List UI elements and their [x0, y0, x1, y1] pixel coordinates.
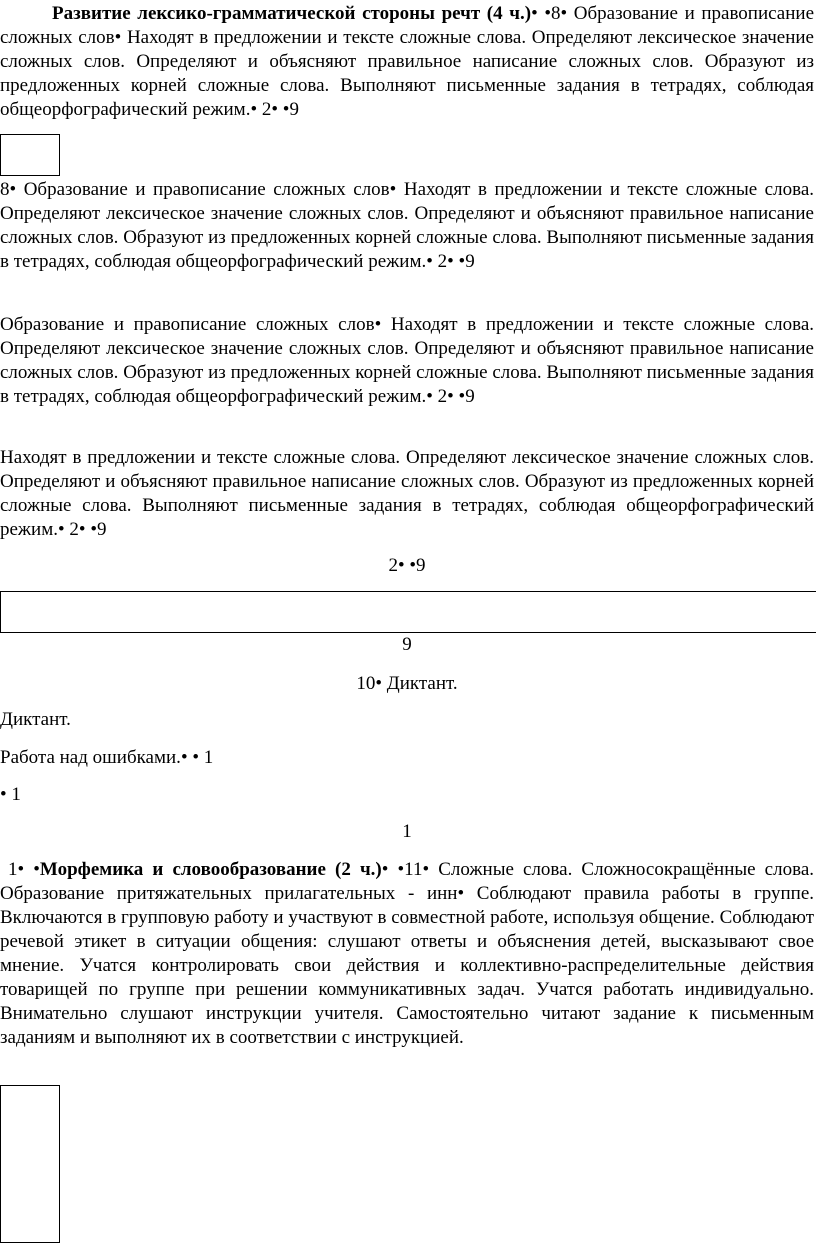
activity-description: Соблюдают правила работы в группе. Включаются в групповую работу и участвуют в совместной работе, используя общение. Соблюдают речевой этикет в ситуации общения: слушают ответы и объяснения детей, высказывают свое мнение. Учатся контролировать свои действия и коллективно-распределительные действия товарищей по группе при решении коммуникативных задач. Учатся работать индивидуально. Внимательно слушают инструкции учителя. Самостоятельно читают задание к письменным заданиям и выполняют их в соответствии с инструкцией.	[0, 883, 815, 1048]
line-error-work	[0, 746, 814, 770]
hours-number: 1	[8, 859, 18, 880]
hours-number: 1	[11, 784, 21, 805]
bullet-separator: •	[426, 386, 438, 407]
bullet-separator: • •	[180, 747, 204, 768]
lesson-topic: Сложные слова. Сложносокращённые слова. Образование притяжательных прилагательных - инн	[0, 859, 815, 904]
bullet-separator: •	[560, 3, 574, 24]
bullet-separator: •	[58, 519, 70, 540]
bullet-separator: • •	[271, 99, 290, 120]
lesson-number: 9	[416, 555, 426, 576]
bullet-separator: • •	[447, 386, 466, 407]
line-hours	[0, 783, 814, 807]
bullet-separator: • •	[397, 555, 417, 576]
hours-number: 2	[261, 99, 272, 120]
activity-description: Находят в предложении и тексте сложные слова. Определяют лексическое значение сложных слов. Определяют и объясняют правильное написание сложных слов. Образуют из предложенных корней сложные слова. Выполняют письменные задания в тетрадях, соблюдая общеорфографический режим.	[0, 179, 815, 272]
bullet-separator: •	[0, 784, 12, 805]
empty-table-cell	[0, 1085, 60, 1243]
hours-number: 1	[402, 821, 412, 842]
hours-number: 2	[437, 251, 448, 272]
empty-table-cell	[0, 134, 60, 176]
paragraph-compound-words-2	[0, 178, 814, 274]
lesson-topic: Образование и правописание сложных слов	[0, 3, 815, 48]
lesson-number: 8	[0, 179, 10, 200]
hours-number: 2	[69, 519, 79, 540]
hours-number: 2	[388, 555, 398, 576]
hours-number: 1	[203, 747, 214, 768]
paragraph-compound-words-1	[0, 2, 814, 122]
lesson-topic: Работа над ошибками.	[0, 747, 181, 768]
section-heading-morphemics: Морфемика и словообразование (2 ч.)	[39, 859, 382, 880]
activity-description: Находят в предложении и тексте сложные слова. Определяют лексическое значение сложных слов. Определяют и объясняют правильное написание сложных слов. Образуют из предложенных корней сложные слова. Выполняют письменные задания в тетрадях, соблюдая общеорфографический режим.	[0, 27, 814, 120]
lesson-number: 8	[551, 3, 561, 24]
lesson-topic: Диктант.	[386, 673, 458, 694]
bullet-separator: • •	[531, 3, 551, 24]
lesson-number: 9	[402, 634, 412, 655]
paragraph-compound-words-4	[0, 446, 814, 542]
bullet-separator: •	[426, 251, 438, 272]
activity-description: Находят в предложении и тексте сложные слова. Определяют лексическое значение сложных слов. Определяют и объясняют правильное написание сложных слов. Образуют из предложенных корней сложные слова. Выполняют письменные задания в тетрадях, соблюдая общеорфографический режим.	[0, 447, 814, 540]
paragraph-compound-words-3	[0, 313, 814, 409]
lesson-number: 9	[289, 99, 299, 120]
lesson-topic: Образование и правописание сложных слов	[0, 314, 375, 335]
centered-line-hours	[0, 820, 814, 844]
centered-line-hours	[0, 554, 814, 578]
lesson-number: 11	[404, 859, 423, 880]
lesson-number: 9	[465, 386, 475, 407]
bullet-separator: • •	[17, 859, 40, 880]
hours-number: 2	[437, 386, 448, 407]
bullet-separator: •	[114, 27, 127, 48]
bullet-separator: • •	[78, 519, 97, 540]
lesson-number: 9	[465, 251, 475, 272]
bullet-separator: •	[250, 99, 262, 120]
lesson-number: 10	[356, 673, 376, 694]
activity-description: Находят в предложении и тексте сложные слова. Определяют лексическое значение сложных слов. Определяют и объясняют правильное написание сложных слов. Образуют из предложенных корней сложные слова. Выполняют письменные задания в тетрадях, соблюдая общеорфографический режим.	[0, 314, 815, 407]
bullet-separator: • •	[381, 859, 405, 880]
section-heading-lexical-grammar: Развитие лексико-грамматической стороны речт (4 ч.)	[52, 3, 532, 24]
line-dictation	[0, 708, 814, 732]
bullet-separator: •	[389, 179, 404, 200]
bullet-separator: • •	[447, 251, 466, 272]
bullet-separator: •	[457, 883, 477, 904]
centered-line-number	[0, 633, 814, 657]
centered-line-dictation	[0, 672, 814, 696]
bullet-separator: •	[9, 179, 24, 200]
empty-table-row	[0, 591, 816, 633]
lesson-number: 9	[96, 519, 107, 540]
bullet-separator: •	[374, 314, 391, 335]
lesson-topic: Образование и правописание сложных слов	[23, 179, 390, 200]
paragraph-morphemics	[0, 858, 814, 1050]
lesson-topic: Диктант.	[0, 709, 71, 730]
bullet-separator: •	[375, 673, 387, 694]
bullet-separator: •	[422, 859, 439, 880]
